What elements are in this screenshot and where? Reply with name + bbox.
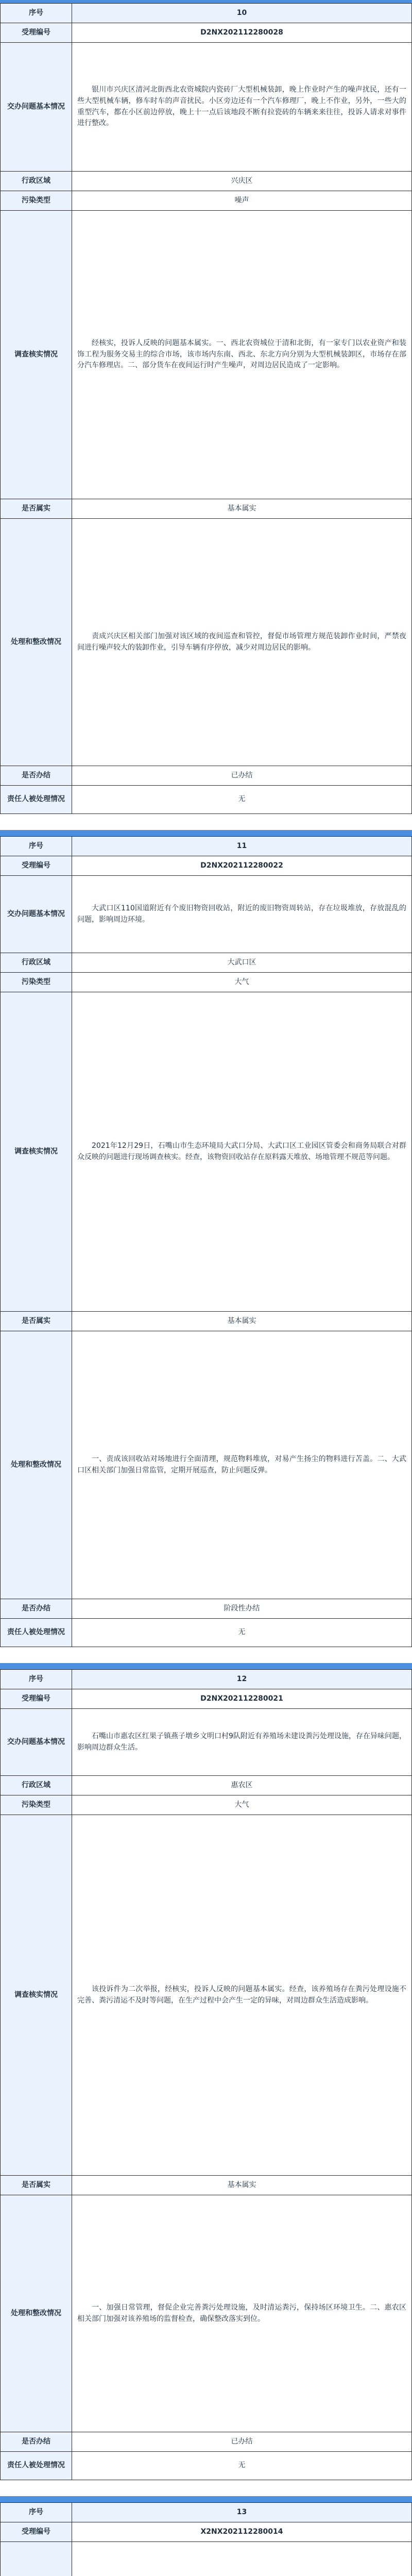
done-value: 阶段性办结 — [72, 1599, 412, 1619]
case-table — [0, 1669, 412, 2480]
seq-label: 序号 — [1, 4, 72, 23]
seq-value: 13 — [72, 2503, 412, 2522]
case-record — [0, 0, 412, 833]
is-true-label: 是否属实 — [1, 1312, 72, 1331]
code-label: 受理编号 — [1, 1689, 72, 1709]
code-value: D2NX202112280021 — [72, 1689, 412, 1709]
handling-label: 处理和整改情况 — [1, 2195, 72, 2432]
content-label: 交办问题基本情况 — [1, 876, 72, 953]
accountable-value: 无 — [72, 786, 412, 814]
area-value: 惠农区 — [72, 1776, 412, 1795]
done-label: 是否办结 — [1, 2432, 72, 2452]
is-true-label: 是否属实 — [1, 2176, 72, 2195]
pollution-label: 污染类型 — [1, 191, 72, 211]
seq-label: 序号 — [1, 1670, 72, 1689]
area-value: 大武口区 — [72, 953, 412, 973]
area-label: 行政区域 — [1, 172, 72, 191]
code-value: D2NX202112280022 — [72, 856, 412, 876]
case-table — [0, 836, 412, 1647]
seq-label: 序号 — [1, 2503, 72, 2522]
case-table — [0, 3, 412, 814]
done-value: 已办结 — [72, 2432, 412, 2452]
content-text: 大武口区110国道附近有个废旧物资回收站，附近的废旧物资周转站，存在垃圾堆放，存放混乱的问题，影响周边环境。 — [77, 904, 406, 924]
accountable-value: 无 — [72, 2452, 412, 2480]
seq-value: 11 — [72, 837, 412, 856]
content-label: 交办问题基本情况 — [1, 43, 72, 172]
handling-text: 一、加强日常管理，督促企业完善粪污处理设施，及时清运粪污，保持场区环境卫生。二、惠农区相关部门加强对该养殖场的监督检查，确保整改落实到位。 — [77, 2303, 406, 2323]
seq-value: 10 — [72, 4, 412, 23]
accountable-label: 责任人被处理情况 — [1, 2452, 72, 2480]
is-true-label: 是否属实 — [1, 499, 72, 519]
area-label: 行政区域 — [1, 1776, 72, 1795]
area-value: 兴庆区 — [72, 172, 412, 191]
case-record — [0, 2499, 412, 2576]
investigation-label: 调查核实情况 — [1, 211, 72, 499]
code-value: D2NX202112280028 — [72, 23, 412, 43]
accountable-label: 责任人被处理情况 — [1, 786, 72, 814]
code-label: 受理编号 — [1, 856, 72, 876]
done-label: 是否办结 — [1, 766, 72, 786]
content-label — [1, 2542, 72, 2576]
content-text: 银川市兴庆区清河北街西北农资城院内瓷砖厂大型机械装卸，晚上作业时产生的噪声扰民，还有一些大型机械车辆，修车时车的声音扰民。小区旁边还有一个汽车修理厂，晚上不作业，另外，一些大的重型汽车，都在小区前边停放，晚上十一点后该地段不断有拉瓷砖的车辆来来往往，投诉人请求对事件进行整改。 — [77, 86, 406, 128]
investigation-label: 调查核实情况 — [1, 1815, 72, 2176]
handling-text: 责成兴庆区相关部门加强对该区域的夜间巡查和管控，督促市场管理方规范装卸作业时间，严禁夜间进行噪声较大的装卸作业，引导车辆有序停放，减少对周边居民的影响。 — [77, 632, 406, 652]
pollution-value: 噪声 — [72, 191, 412, 211]
investigation-text: 经核实，投诉人反映的问题基本属实。一、西北农资城位于清和北街，有一家专门以农业资产和装饰工程为服务交易主的综合市场，该市场内东南、西北、东北方向分别为大型机械装卸区，市场存在部分汽车修理店。二、部分货车在夜间运行时产生噪声，对周边居民造成了一定影响。 — [77, 338, 406, 370]
is-true-value: 基本属实 — [72, 499, 412, 519]
investigation-label: 调查核实情况 — [1, 992, 72, 1312]
investigation-text: 该投诉件为二次举报，经核实，投诉人反映的问题基本属实。经查，该养殖场存在粪污处理设施不完善、粪污清运不及时等问题，在生产过程中会产生一定的异味，对周边群众生活造成影响。 — [77, 1985, 406, 2005]
code-label: 受理编号 — [1, 23, 72, 43]
handling-label: 处理和整改情况 — [1, 1331, 72, 1599]
code-label: 受理编号 — [1, 2522, 72, 2542]
done-value: 已办结 — [72, 766, 412, 786]
pollution-value: 大气 — [72, 1795, 412, 1815]
handling-text: 一、责成该回收站对场地进行全面清理，规范物料堆放，对易产生扬尘的物料进行苫盖。二、大武口区相关部门加强日常监管，定期开展巡查，防止问题反弹。 — [77, 1454, 406, 1475]
is-true-value: 基本属实 — [72, 2176, 412, 2195]
pollution-label: 污染类型 — [1, 1795, 72, 1815]
case-table — [0, 2502, 412, 2576]
investigation-text: 2021年12月29日，石嘴山市生态环境局大武口分局、大武口区工业园区管委会和商务局联合对群众反映的问题进行现场调查核实。经查，该物资回收站存在原料露天堆放、场地管理不规范等问题。 — [77, 1141, 406, 1161]
pollution-value: 大气 — [72, 973, 412, 992]
case-record — [0, 833, 412, 1666]
case-record — [0, 1666, 412, 2499]
seq-label: 序号 — [1, 837, 72, 856]
pollution-label: 污染类型 — [1, 973, 72, 992]
code-value: X2NX202112280014 — [72, 2522, 412, 2542]
content-label: 交办问题基本情况 — [1, 1709, 72, 1776]
seq-value: 12 — [72, 1670, 412, 1689]
content-text: 石嘴山市惠农区红果子镇燕子墩乡文明口村9队附近有养殖场未建设粪污处理设施，存在异味问题，影响周边群众生活。 — [77, 1732, 406, 1752]
accountable-value: 无 — [72, 1619, 412, 1647]
handling-label: 处理和整改情况 — [1, 519, 72, 766]
area-label: 行政区域 — [1, 953, 72, 973]
is-true-value: 基本属实 — [72, 1312, 412, 1331]
done-label: 是否办结 — [1, 1599, 72, 1619]
accountable-label: 责任人被处理情况 — [1, 1619, 72, 1647]
